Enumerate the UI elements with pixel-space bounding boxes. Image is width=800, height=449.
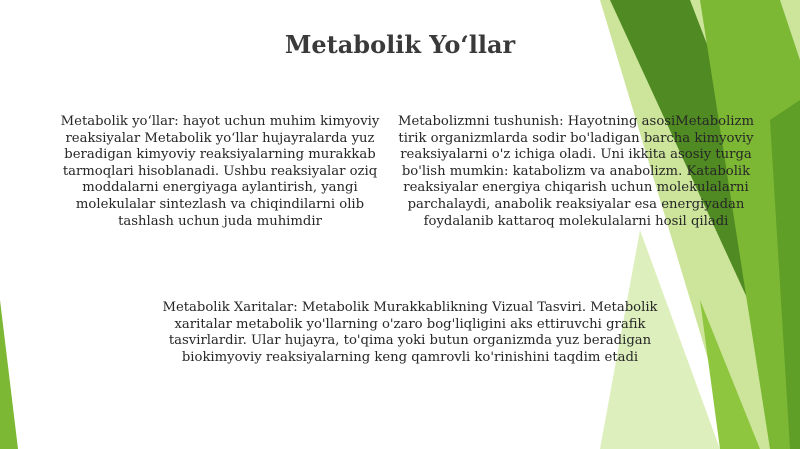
metabolism-paragraph: Metabolizmni tushunish: Hayotning asosiMetabolizm tirik organizmlarda sodir bo'ladigan barcha kimyoviy reaksiyalarni o'z ichiga oladi. Uni ikkita asosiy turga bo'lish mumkin: katabolizm va anabolizm. Katabolik reaksiyalar energiya chiqarish uchun molekulalarni parchalaydi, anabolik reaksiyalar esa energiyadan foydalanib kattaroq molekulalarni hosil qiladi	[398, 114, 754, 229]
left-green-wedge	[0, 300, 18, 449]
slide-title: Metabolik Yo‘llar	[284, 30, 516, 59]
metabolic-pathways-paragraph: Metabolik yo‘llar: hayot uchun muhim kimyoviy reaksiyalar Metabolik yo‘llar hujayralarda yuz beradigan kimyoviy reaksiyalarning murakkab tarmoqlari hisoblanadi. Ushbu reaksiyalar oziq moddalarni energiyaga aylantirish, yangi molekulalar sintezlash va chiqindilarni olib tashlash uchun juda muhimdir	[60, 114, 380, 229]
metabolic-maps-paragraph: Metabolik Xaritalar: Metabolik Murakkablikning Vizual Tasviri. Metabolik xaritalar metabolik yo'llarning o'zaro bog'liqligini aks ettiruvchi grafik tasvirlardir. Ular hujayra, to'qima yoki butun organizmda yuz beradigan biokimyoviy reaksiyalarning keng qamrovli ko'rinishini taqdim etadi	[162, 300, 658, 365]
